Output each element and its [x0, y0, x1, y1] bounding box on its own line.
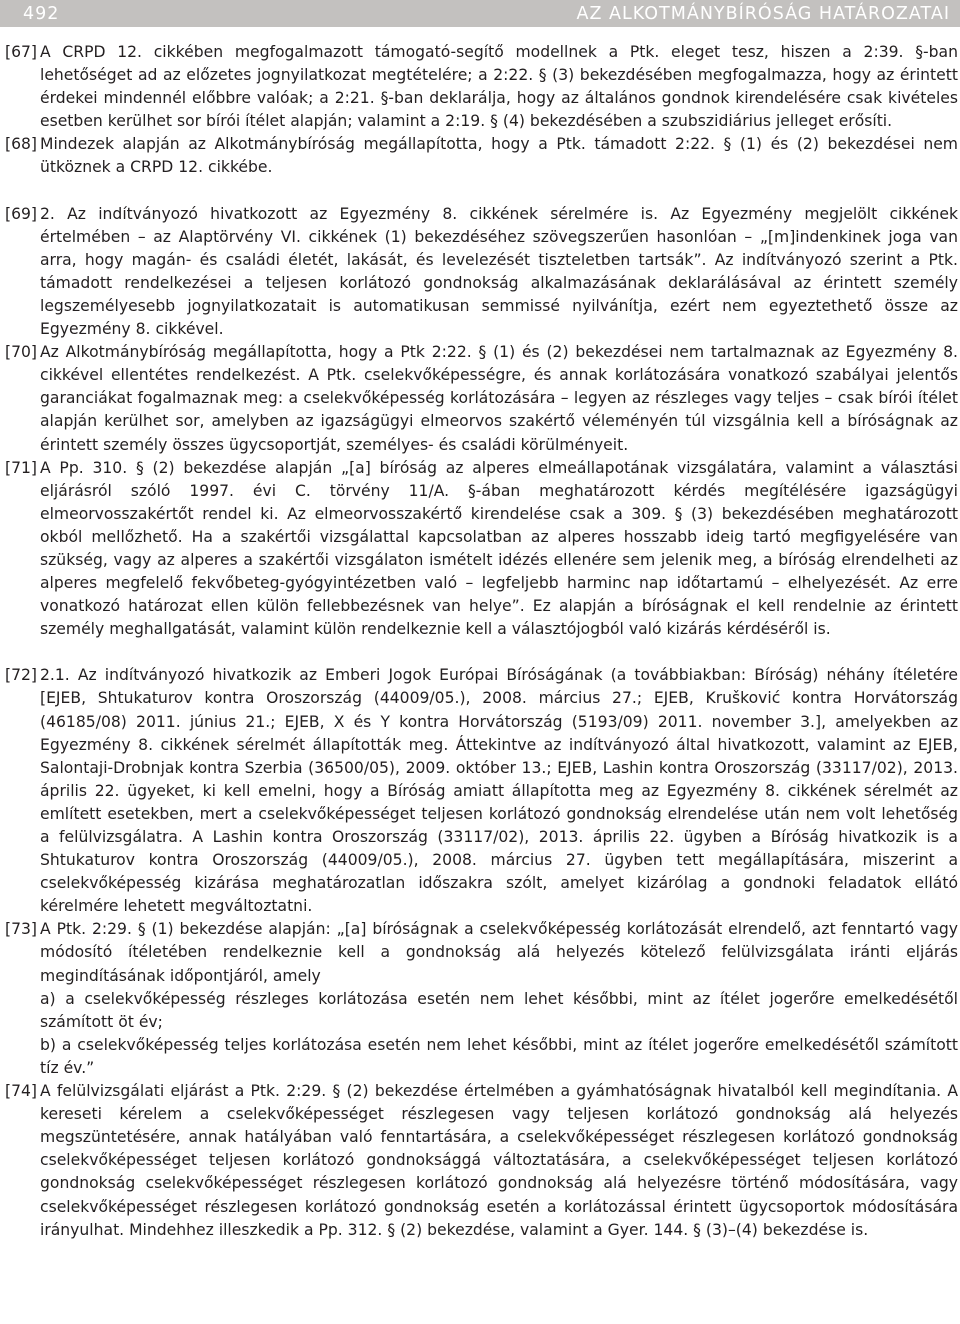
paragraph-text: A felülvizsgálati eljárást a Ptk. 2:29. § (2) bekezdése értelmében a gyámhatóságnak hivatalból kell megindítania. A kereseti kérelem a cselekvőképességet részlegesen vagy teljesen korlátozó gondnokság alá helyezés megszüntetésére, annak hatályában való fenntartására, a cselekvőképességet részlegesen korlátozó gondnokság cselekvőképességet teljesen korlátozó gondnoksággá változtatására, a cselekvőképességet teljesen korlátozó gondnokság cselekvőképességet részlegesen korlátozó gondnokság alá helyezésre történő módosítására, vagy cselekvőképességet részlegesen korlátozó gondnokság esetén a korlátozással érintett ügycsoportok módosítására irányulhat. Mindehhez illeszkedik a Pp. 312. § (2) bekezdése, valamint a Gyer. 144. § (3)–(4) bekezdése is.	[40, 1082, 958, 1239]
paragraph-number: [73]	[5, 920, 38, 939]
document-body	[5, 41, 958, 1242]
list-item-a: a) a cselekvőképesség részleges korlátozása esetén nem lehet későbbi, mint az ítélet jogerőre emelkedésétől számított öt év;	[40, 989, 958, 1031]
paragraph-number: [74]	[5, 1082, 38, 1101]
paragraph-text-block	[40, 918, 958, 1080]
paragraph-74	[5, 1080, 958, 1242]
running-header	[0, 0, 960, 27]
paragraph-number: [70]	[5, 343, 38, 362]
paragraph-number: [68]	[5, 135, 38, 154]
paragraph-number: [69]	[5, 204, 38, 223]
paragraph-text: A Ptk. 2:29. § (1) bekezdése alapján: „[a] bíróságnak a cselekvőképesség korlátozását elrendelő, azt fenntartó vagy módosító ítéletében rendelkeznie kell a gondnokság alá helyezés kötelező felülvizsgálata iránti eljárás megindításának időpontjáról, amely	[40, 920, 958, 985]
paragraph-72	[5, 664, 958, 918]
paragraph-number: [71]	[5, 458, 38, 477]
paragraph-73	[5, 918, 958, 1080]
paragraph-70	[5, 341, 958, 456]
paragraph-number: [72]	[5, 666, 38, 685]
paragraph-68	[5, 133, 958, 179]
list-item-b: b) a cselekvőképesség teljes korlátozása esetén nem lehet későbbi, mint az ítélet jogerőre emelkedésétől számított tíz év.”	[40, 1035, 958, 1077]
paragraph-69	[5, 203, 958, 342]
paragraph-text: Az Alkotmánybíróság megállapította, hogy a Ptk 2:22. § (1) és (2) bekezdései nem tartalmaznak az Egyezmény 8. cikkével ellentétes rendelkezést. A Ptk. cselekvőképességre, és annak korlátozására vonatkozó szabályai jelentős garanciákat fogalmaznak meg: a cselekvőképesség korlátozására – legyen az részleges vagy teljes – csak bírói ítélet alapján kerülhet sor, amelyben az igazságügyi elmeorvos szakértő véleményén túl vizsgálnia kell a bíróságnak az érintett személy összes ügycsoportját, személyes- és családi körülményeit.	[40, 343, 958, 454]
paragraph-text: A CRPD 12. cikkében megfogalmazott támogató-segítő modellnek a Ptk. eleget tesz, hiszen a 2:39. §-ban lehetőséget ad az előzetes jognyilatkozat megtételére; a 2:22. § (3) bekezdésében megfogalmazza, hogy az érintett érdekei mindennél előbbre valóak; a 2:21. §-ban deklarálja, hogy az általános gondnok kirendelésére csak kivételes esetben kerülhet sor bírói ítélet alapján; valamint a 2:19. § (4) bekezdésében a szubszidiárius jelleget erősíti.	[40, 43, 958, 131]
running-title: AZ ALKOTMÁNYBÍRÓSÁG HATÁROZATAI	[576, 3, 950, 24]
paragraph-gap	[5, 641, 958, 664]
paragraph-text: Mindezek alapján az Alkotmánybíróság megállapította, hogy a Ptk. támadott 2:22. § (1) és (2) bekezdései nem ütköznek a CRPD 12. cikkébe.	[40, 135, 958, 177]
paragraph-text: 2.1. Az indítványozó hivatkozik az Emberi Jogok Európai Bíróságának (a továbbiakban: Bíróság) néhány ítéletére [EJEB, Shtukaturov kontra Oroszország (44009/05.), 2008. március 27.; EJEB, Krušković kontra Horvátország (46185/08) 2011. június 21.; EJEB, X és Y kontra Horvátország (5193/09) 2011. november 3.], amelyekben az Egyezmény 8. cikkének sérelmét állapították meg. Áttekintve az indítványozó által hivatkozott, valamint az EJEB, Salontaji-Drobnjak kontra Szerbia (36500/05), 2009. október 13.; EJEB, Lashin kontra Oroszország (33117/02), 2013. április 22. ügyeket, ki kell emelni, hogy a Bíróság amiatt állapította meg az Egyezmény 8. cikkének sérelmét az említett esetekben, mert a cselekvőképességet teljesen korlátozó gondnokság elrendelése után nem volt lehetőség a felülvizsgálatra. A Lashin kontra Oroszország (33117/02), 2013. április 22. ügyben a Bíróság hivatkozik is a Shtukaturov kontra Oroszország (44009/05.), 2008. március 27. ügyben tett megállapítására, miszerint a cselekvőképesség kizárása meghatározatlan időszakra szólt, amelyet kizárólag a gondnoki feladatok ellátó kérelmére lehetett megváltoztatni.	[40, 666, 958, 916]
paragraph-text: 2. Az indítványozó hivatkozott az Egyezmény 8. cikkének sérelmére is. Az Egyezmény megjelölt cikkének értelmében – az Alaptörvény VI. cikkének (1) bekezdéséhez szövegszerűen hasonlóan – „[m]indenkinek joga van arra, hogy magán- és családi életét, lakását, és levelezését tiszteletben tartsák”. Az indítványozó szerint a Ptk. támadott rendelkezései a teljesen korlátozó gondnokság alkalmazásának deklarálásával az érintett személy legszemélyesebb jognyilatkozatait is automatikusan semmissé nyilvánítja, ezért nem egyeztethető össze az Egyezmény 8. cikkével.	[40, 204, 958, 339]
paragraph-number: [67]	[5, 43, 38, 61]
paragraph-gap	[5, 180, 958, 203]
paragraph-67	[5, 41, 958, 133]
paragraph-71	[5, 457, 958, 642]
paragraph-text: A Pp. 310. § (2) bekezdése alapján „[a] bíróság az alperes elmeállapotának vizsgálatára, valamint a választási eljárásról szóló 1997. évi C. törvény 11/A. §-ában meghatározott kérdés megítélésére igazságügyi elmeorvosszakértőt rendel ki. Az elmeorvosszakértő kirendelése csak a 309. § (3) bekezdésében meghatározott okból mellőzhető. Ha a szakértői vizsgálattal kapcsolatban az alperes hosszabb ideig tartó megfigyelésére van szükség, vagy az alperes a szakértői vizsgálaton ismételt idézés ellenére sem jelenik meg, a bíróság elrendelheti az alperes megfelelő fekvőbeteg-gyógyintézetben való – legfeljebb harminc nap időtartamú – elhelyezését. Az erre vonatkozó határozat ellen külön fellebbezésnek van helye”. Ez alapján a bíróságnak el kell rendelnie az érintett személy meghallgatását, valamint külön rendelkeznie kell a választójogból való kizárás kérdéséről is.	[40, 458, 958, 639]
page-number: 492	[23, 3, 60, 24]
